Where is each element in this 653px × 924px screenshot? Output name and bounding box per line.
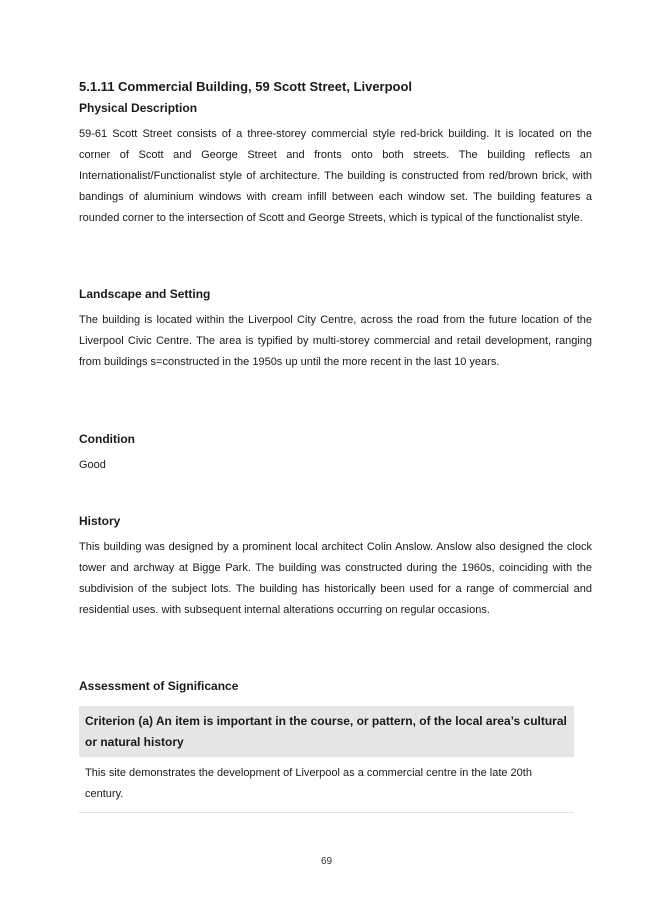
criterion-text: This site demonstrates the development of Liverpool as a commercial centre in the late 20th century. <box>79 757 574 813</box>
condition-text: Good <box>79 459 106 471</box>
condition-section <box>79 430 592 476</box>
section-title: 5.1.11 Commercial Building, 59 Scott Street, Liverpool <box>79 79 413 94</box>
history-text: This building was designed by a prominent local architect Colin Anslow. Anslow also designed the clock tower and archway at Bigge Park. The building was constructed during the 1960s, coinciding with the subdivision of the subject lots. The building has historically been used for a range of commercial and residential uses. with subsequent internal alterations occurring on regular occasions. <box>79 541 592 616</box>
criterion-table <box>79 706 574 813</box>
condition-heading: Condition <box>79 432 135 446</box>
landscape-heading: Landscape and Setting <box>79 287 211 301</box>
landscape-section <box>79 285 592 373</box>
significance-section <box>79 677 592 695</box>
history-section <box>79 512 592 621</box>
history-heading: History <box>79 514 121 528</box>
physical-description-text: 59-61 Scott Street consists of a three-storey commercial style red-brick building. It is located on the corner of Scott and George Street and fronts onto both streets. The building reflects an Internationalist/Functionalist style of architecture. The building is constructed from red/brown brick, with bandings of aluminium windows with cream infill between each window set. The building features a rounded corner to the intersection of Scott and George Streets, which is typical of the functionalist style. <box>79 128 592 224</box>
section-header <box>79 78 592 229</box>
page-number: 69 <box>320 856 333 867</box>
physical-description-heading: Physical Description <box>79 101 198 115</box>
criterion-label: Criterion (a) An item is important in the course, or pattern, of the local area’s cultural or natural history <box>79 706 574 757</box>
landscape-text: The building is located within the Liverpool City Centre, across the road from the future location of the Liverpool Civic Centre. The area is typified by multi-storey commercial and retail development, ranging from buildings s=constructed in the 1950s up until the more recent in the last 10 years. <box>79 314 592 368</box>
significance-heading: Assessment of Significance <box>79 679 239 693</box>
